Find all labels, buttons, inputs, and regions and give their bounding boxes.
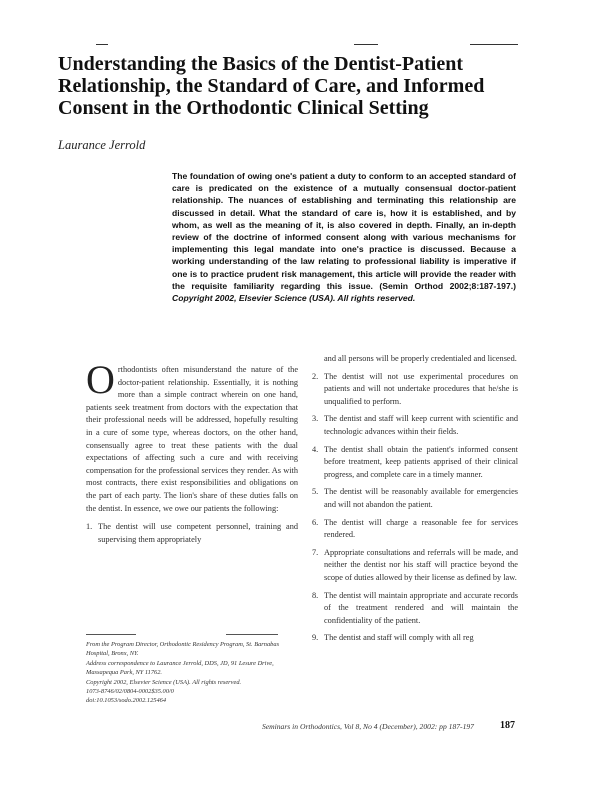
footnote: Address correspondence to Laurance Jerrold, DDS, JD, 91 Lesure Drive, Massapequa Park, NY 11762.: [86, 659, 274, 677]
list-item: 3. The dentist and staff will keep current with scientific and technologic advances within their fields.: [312, 414, 518, 436]
list-item: 8. The dentist will maintain appropriate and accurate records of the treatment rendered and will maintain the confidentiality of the patient.: [312, 590, 518, 625]
drop-cap: O: [86, 357, 115, 402]
footnote-rule-right: [226, 634, 278, 635]
list-item: 2. The dentist will not use experimental procedures on patients and will not undertake procedures that he/she is unqualified to perform.: [312, 371, 518, 406]
list-item: 7. Appropriate consultations and referrals will be made, and neither the dentist nor his staff will practice beyond the scope of duties allowed by their license as defined by law.: [312, 547, 518, 582]
page-number: 187: [500, 720, 515, 731]
list-item: 4. The dentist shall obtain the patient's informed consent before treatment, keep patients apprised of their clinical progress, and complete care in a timely manner.: [312, 444, 518, 479]
list-item-continuation: and all persons will be properly credentialed and licensed.: [324, 354, 517, 363]
footnote: doi:10.1053/sodo.2002.125464: [86, 697, 167, 705]
journal-citation: Seminars in Orthodontics, Vol 8, No 4 (December), 2002: pp 187-197: [262, 722, 474, 731]
list-item: 1. The dentist will use competent personnel, training and supervising them appropriately: [86, 522, 298, 544]
article-title: Understanding the Basics of the Dentist-Patient Relationship, the Standard of Care, and Informed Consent in the Orthodontic Clinical Setting: [58, 53, 485, 120]
duties-list-right: [312, 371, 518, 645]
abstract: [172, 170, 516, 304]
abstract-copyright: Copyright 2002, Elsevier Science (USA). All rights reserved.: [172, 293, 416, 304]
footnote: From the Program Director, Orthodontic Residency Program, St. Barnabas Hospital, Bronx, NY.: [86, 641, 280, 658]
abstract-text: The foundation of owing one's patient a duty to conform to an accepted standard of care is predicated on the existence of a mutually consensual doctor-patient relationship. The nuances of establishing and terminating this relationship are discussed in detail. What the standard of care is, how it is established, and by whom, as well as the meaning of it, is also covered in depth. Finally, an in-depth review of the doctrine of informed consent along with various mechanisms for implementing this legal mandate into one's practice is discussed. Because a working understanding of the law relating to professional liability is imperative if one is to practice prudent risk management, this article will provide the reader with the requisite familiarity regarding this issue. (Semin Orthod 2002;8:187-197.): [172, 171, 516, 291]
list-item: 6. The dentist will charge a reasonable fee for services rendered.: [312, 517, 518, 540]
list-item: 9. The dentist and staff will comply with all reg: [312, 633, 474, 643]
top-rule-middle: [354, 44, 378, 45]
footnote-rule-left: [86, 634, 136, 635]
footnotes: [86, 640, 298, 706]
list-item: 5. The dentist will be reasonably available for emergencies and will not abandon the patient.: [312, 487, 518, 509]
footnote: 1073-8746/02/0804-0002$35.00/0: [86, 688, 174, 696]
right-column: [312, 353, 518, 650]
intro-text: rthodontists often misunderstand the nature of the doctor-patient relationship. Essentially, it is nothing more than a simple contract wherein on one hand, patients seek treatment from doctors with the expectation that their professional needs will be addressed, hopefully resulting in a cure of some type, whereas doctors, on the other hand, consensually agree to treat these patients with the dual expectations of affecting such a cure and with receiving compensation for the professional services they render. As with most contracts, there exist responsibilities and obligations on the part of each party. The lion's share of these duties falls on the dentist. In essence, we owe our patients the following:: [86, 365, 298, 513]
top-rule-right: [470, 44, 518, 45]
duties-list-left: [86, 521, 298, 546]
left-column: [86, 357, 298, 551]
intro-paragraph: [86, 357, 298, 515]
author-name: Laurance Jerrold: [58, 138, 146, 152]
footnote: Copyright 2002, Elsevier Science (USA). All rights reserved.: [86, 678, 242, 686]
top-rule-left: [96, 44, 108, 45]
